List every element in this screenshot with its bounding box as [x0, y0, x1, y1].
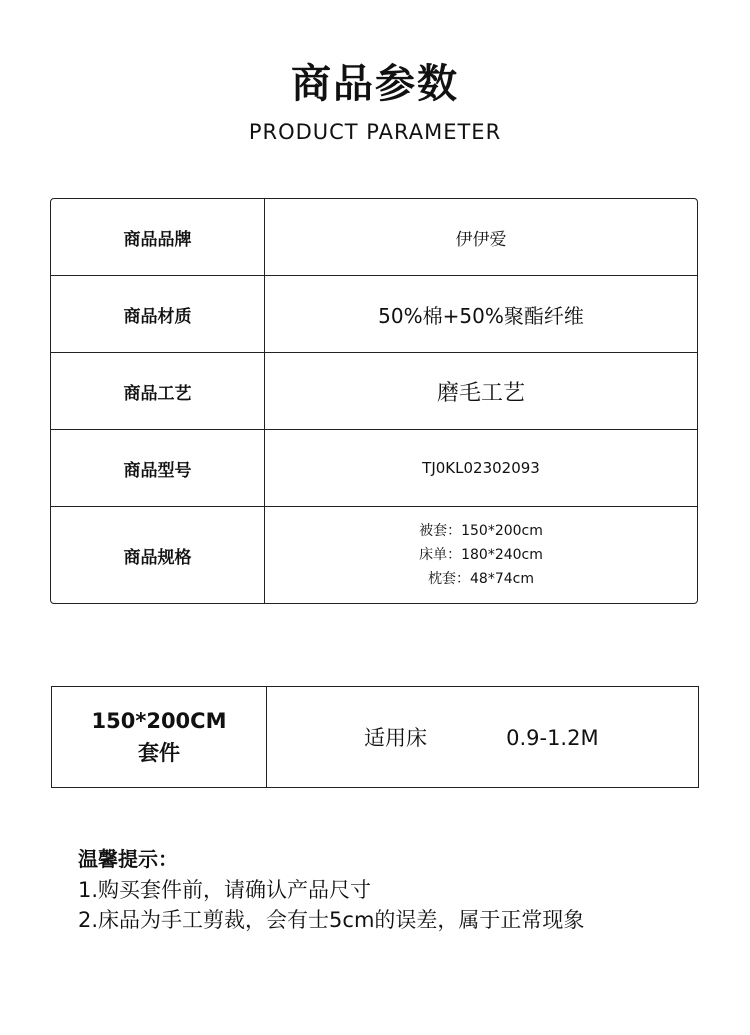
- table-row-brand: [51, 199, 697, 276]
- note-item-2: 2.床品为手工剪裁，会有士5cm的误差，属于正常现象: [78, 908, 585, 932]
- page-subtitle: PRODUCT PARAMETER: [248, 120, 502, 144]
- spec-value: [265, 507, 697, 603]
- spec-line-pillowcase: 枕套：48*74cm: [428, 571, 534, 587]
- fit-value: 0.9-1.2M: [506, 726, 599, 750]
- note-item-1: 1.购买套件前，请确认产品尺寸: [78, 878, 372, 902]
- spec-label: 商品规格: [51, 507, 265, 603]
- size-label: [52, 687, 267, 788]
- size-text: 150*200CM: [91, 709, 227, 733]
- set-text: 套件: [138, 741, 180, 765]
- table-row-model: [51, 430, 697, 507]
- material-label: 商品材质: [51, 276, 265, 353]
- notes-section: [78, 843, 584, 935]
- brand-value: 伊伊爱: [265, 199, 697, 276]
- table-row-craft: [51, 353, 697, 430]
- fit-cell: [267, 687, 699, 788]
- size-table: [51, 686, 699, 788]
- model-value: TJ0KL02302093: [265, 430, 697, 507]
- page-title: 商品参数: [291, 61, 459, 107]
- parameter-table: [50, 198, 698, 604]
- spec-line-duvet: 被套：150*200cm: [419, 523, 543, 539]
- model-label: 商品型号: [51, 430, 265, 507]
- table-row-spec: [51, 507, 697, 603]
- table-row-material: [51, 276, 697, 353]
- craft-value: 磨毛工艺: [265, 353, 697, 430]
- fit-label: 适用床: [364, 726, 427, 750]
- spec-line-sheet: 床单：180*240cm: [419, 547, 543, 563]
- brand-label: 商品品牌: [51, 199, 265, 276]
- notes-title: 温馨提示：: [78, 847, 178, 871]
- craft-label: 商品工艺: [51, 353, 265, 430]
- material-value: 50%棉+50%聚酯纤维: [265, 276, 697, 353]
